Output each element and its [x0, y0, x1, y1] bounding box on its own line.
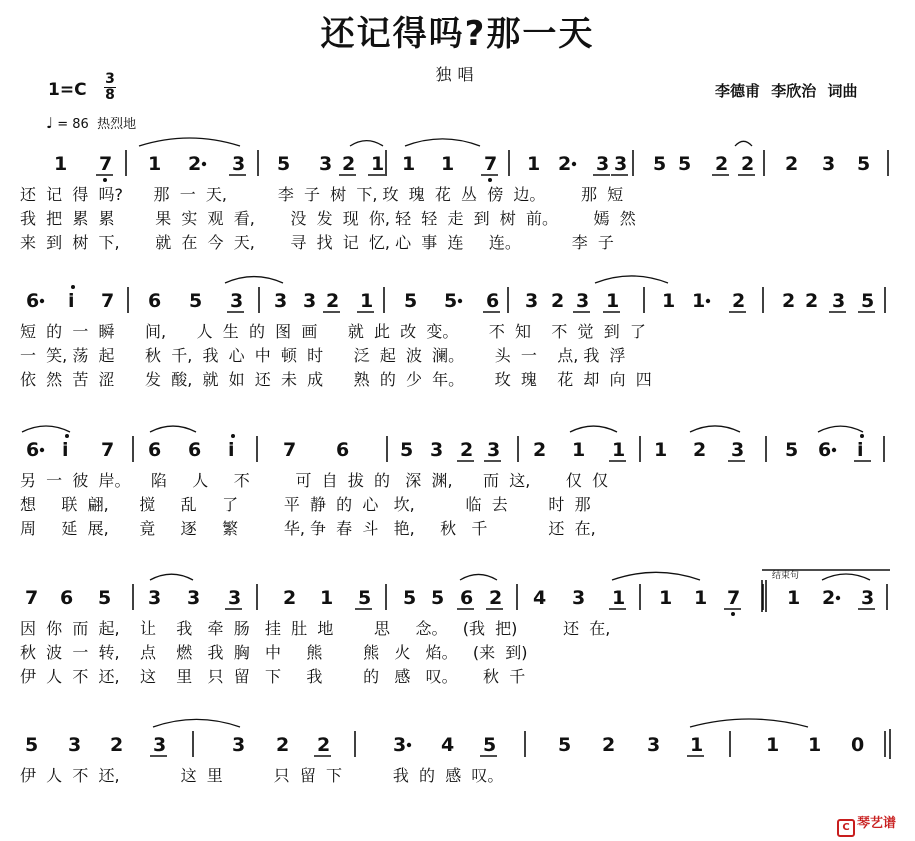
- slur-arc: [822, 574, 870, 580]
- note: 5: [861, 290, 875, 312]
- note: 4: [441, 734, 455, 756]
- song-title: 还记得吗?那一天: [320, 14, 595, 54]
- octave-high-dot: [71, 285, 75, 289]
- note: 6: [460, 587, 474, 609]
- dot-augmentation: [407, 743, 411, 747]
- note: 3: [153, 734, 167, 756]
- note: 1: [360, 290, 374, 312]
- note: 7: [99, 153, 113, 175]
- note: 1: [148, 153, 162, 175]
- note: 3: [525, 290, 539, 312]
- note: 1: [690, 734, 704, 756]
- note: 7: [25, 587, 39, 609]
- note: 3: [303, 290, 317, 312]
- note: 2: [533, 439, 547, 461]
- note: 1: [320, 587, 334, 609]
- octave-low-dot: [488, 178, 492, 182]
- lyric-line: 还 记 得 吗? 那 一 天, 李 子 树 下, 玫 瑰 花 丛 傍 边。 那 短: [20, 185, 624, 204]
- slur-arc: [153, 719, 240, 727]
- note: 1: [654, 439, 668, 461]
- note: 5: [785, 439, 799, 461]
- lyric-line: 伊 人 不 还, 这 里 只 留 下 我 的 感 叹。: [20, 766, 504, 785]
- note: 1: [766, 734, 780, 756]
- note: 5: [678, 153, 692, 175]
- note: 1: [808, 734, 822, 756]
- note: 3: [572, 587, 586, 609]
- note: 6: [26, 290, 40, 312]
- note: 3: [487, 439, 501, 461]
- slur-arc: [139, 138, 240, 146]
- note: 3: [393, 734, 407, 756]
- note: 3: [187, 587, 201, 609]
- note: 3: [596, 153, 610, 175]
- note: 6: [486, 290, 500, 312]
- dot-augmentation: [458, 299, 462, 303]
- note: 4: [533, 587, 547, 609]
- note: 5: [358, 587, 372, 609]
- performance-type: 独唱: [435, 65, 480, 84]
- ending-label: 结束句: [772, 571, 800, 581]
- note: 6: [148, 439, 162, 461]
- dot-augmentation: [40, 299, 44, 303]
- lyric-line: 依 然 苦 涩 发 酸, 就 如 还 未 成 熟 的 少 年。 玫 瑰 花 却 向 四: [20, 370, 652, 389]
- note: 5: [444, 290, 458, 312]
- note: 2: [342, 153, 356, 175]
- note: 2: [782, 290, 796, 312]
- lyric-line: 另 一 彼 岸。 陷 人 不 可 自 拔 的 深 渊, 而 这, 仅 仅: [20, 471, 609, 490]
- note: 5: [404, 290, 418, 312]
- lyric-line: 我 把 累 累 果 实 观 看, 没 发 现 你, 轻 轻 走 到 树 前。 嫣 然: [20, 209, 636, 228]
- dot-augmentation: [572, 162, 576, 166]
- lyric-line: 短 的 一 瞬 间, 人 生 的 图 画 就 此 改 变。 不 知 不 觉 到 了: [20, 322, 646, 341]
- note: 1: [606, 290, 620, 312]
- note: 2: [551, 290, 565, 312]
- note: 6: [60, 587, 74, 609]
- key-signature: 1=C: [48, 80, 87, 100]
- slur-arc: [612, 572, 700, 580]
- note: 3: [832, 290, 846, 312]
- note: 5: [403, 587, 417, 609]
- note: 2: [317, 734, 331, 756]
- note: 3: [274, 290, 288, 312]
- note: 2: [741, 153, 755, 175]
- lyric-line: 秋 波 一 转, 点 燃 我 胸 中 熊 熊 火 焰。 (来 到): [20, 643, 528, 662]
- note: 5: [483, 734, 497, 756]
- credits: 李德甫 李欣治 词曲: [715, 82, 858, 100]
- note: 1: [54, 153, 68, 175]
- dot-augmentation: [832, 448, 836, 452]
- note: 2: [602, 734, 616, 756]
- note: 3: [861, 587, 875, 609]
- slur-arc: [150, 574, 193, 580]
- note: 5: [25, 734, 39, 756]
- note: 1: [572, 439, 586, 461]
- note: 6: [336, 439, 350, 461]
- note: 3: [647, 734, 661, 756]
- note: 2: [276, 734, 290, 756]
- slur-arc: [570, 426, 617, 432]
- note: 2: [460, 439, 474, 461]
- note: 7: [484, 153, 498, 175]
- note: 0: [851, 734, 865, 756]
- lyric-line: 想 联 翩, 搅 乱 了 平 静 的 心 坎, 临 去 时 那: [20, 495, 591, 514]
- note: 3: [232, 153, 246, 175]
- logo-icon: C: [837, 819, 855, 837]
- slur-arc: [818, 426, 863, 432]
- note: 2: [693, 439, 707, 461]
- note: 5: [98, 587, 112, 609]
- slur-arc: [690, 426, 740, 432]
- lyric-line: 来 到 树 下, 就 在 今 天, 寻 找 记 忆, 心 事 连 连。 李 子: [20, 233, 614, 252]
- note: 5: [189, 290, 203, 312]
- slur-arc: [735, 141, 752, 146]
- note: 6: [26, 439, 40, 461]
- note: 1: [787, 587, 801, 609]
- dot-augmentation: [836, 596, 840, 600]
- octave-high-dot: [231, 434, 235, 438]
- slur-arc: [225, 277, 283, 283]
- note: 2: [805, 290, 819, 312]
- note: 1: [612, 587, 626, 609]
- slur-arc: [460, 574, 497, 580]
- note: 2: [489, 587, 503, 609]
- note: 5: [400, 439, 414, 461]
- note: 2: [715, 153, 729, 175]
- note: 3: [319, 153, 333, 175]
- note: 2: [188, 153, 202, 175]
- note: 3: [822, 153, 836, 175]
- note: 7: [283, 439, 297, 461]
- note: 6: [148, 290, 162, 312]
- note: i: [62, 439, 69, 461]
- note: i: [68, 290, 75, 312]
- lyric-line: 一 笑, 荡 起 秋 千, 我 心 中 顿 时 泛 起 波 澜。 头 一 点, 我 浮: [20, 346, 626, 365]
- note: 2: [283, 587, 297, 609]
- slur-arc: [690, 719, 808, 727]
- note: 5: [558, 734, 572, 756]
- note: 1: [692, 290, 706, 312]
- note: i: [857, 439, 864, 461]
- octave-low-dot: [103, 178, 107, 182]
- note: 5: [653, 153, 667, 175]
- note: 7: [101, 290, 115, 312]
- note: 3: [430, 439, 444, 461]
- slur-arc: [595, 276, 668, 283]
- octave-high-dot: [860, 434, 864, 438]
- note: 3: [614, 153, 628, 175]
- octave-low-dot: [731, 612, 735, 616]
- note: 1: [527, 153, 541, 175]
- slur-arc: [350, 141, 383, 146]
- note: 6: [818, 439, 832, 461]
- note: 7: [101, 439, 115, 461]
- note: 2: [110, 734, 124, 756]
- note: 1: [662, 290, 676, 312]
- slur-arc: [150, 426, 196, 432]
- note: 3: [148, 587, 162, 609]
- dot-augmentation: [706, 299, 710, 303]
- lyric-line: 因 你 而 起, 让 我 牵 肠 挂 肚 地 思 念。 (我 把) 还 在,: [20, 619, 611, 638]
- lyric-line: 周 延 展, 竟 逐 繁 华, 争 春 斗 艳, 秋 千 还 在,: [20, 519, 596, 538]
- note: 1: [402, 153, 416, 175]
- note: 1: [659, 587, 673, 609]
- note: 2: [785, 153, 799, 175]
- slur-arc: [405, 139, 480, 146]
- note: 6: [188, 439, 202, 461]
- note: 3: [576, 290, 590, 312]
- note: i: [228, 439, 235, 461]
- tempo-value: = 86: [57, 117, 89, 132]
- dot-augmentation: [202, 162, 206, 166]
- note: 1: [371, 153, 385, 175]
- time-signature-bottom: 8: [105, 87, 115, 103]
- note: 3: [228, 587, 242, 609]
- note: 2: [732, 290, 746, 312]
- note: 3: [232, 734, 246, 756]
- note: 5: [857, 153, 871, 175]
- time-signature-top: 3: [105, 71, 115, 87]
- note: 5: [277, 153, 291, 175]
- note: 1: [694, 587, 708, 609]
- lyric-line: 伊 人 不 还, 这 里 只 留 下 我 的 感 叹。 秋 千: [20, 667, 526, 686]
- note: 2: [326, 290, 340, 312]
- octave-high-dot: [65, 434, 69, 438]
- note: 3: [731, 439, 745, 461]
- watermark-text: 琴艺谱: [857, 816, 897, 831]
- note: 1: [441, 153, 455, 175]
- note: 7: [727, 587, 741, 609]
- note: 1: [612, 439, 626, 461]
- slur-arc: [22, 426, 70, 432]
- quarter-note-icon: ♩: [46, 114, 54, 132]
- note: 2: [558, 153, 572, 175]
- tempo-expression: 热烈地: [97, 117, 137, 132]
- note: 2: [822, 587, 836, 609]
- watermark-logo: [837, 812, 896, 837]
- note: 3: [230, 290, 244, 312]
- dot-augmentation: [40, 448, 44, 452]
- note: 3: [68, 734, 82, 756]
- note: 5: [431, 587, 445, 609]
